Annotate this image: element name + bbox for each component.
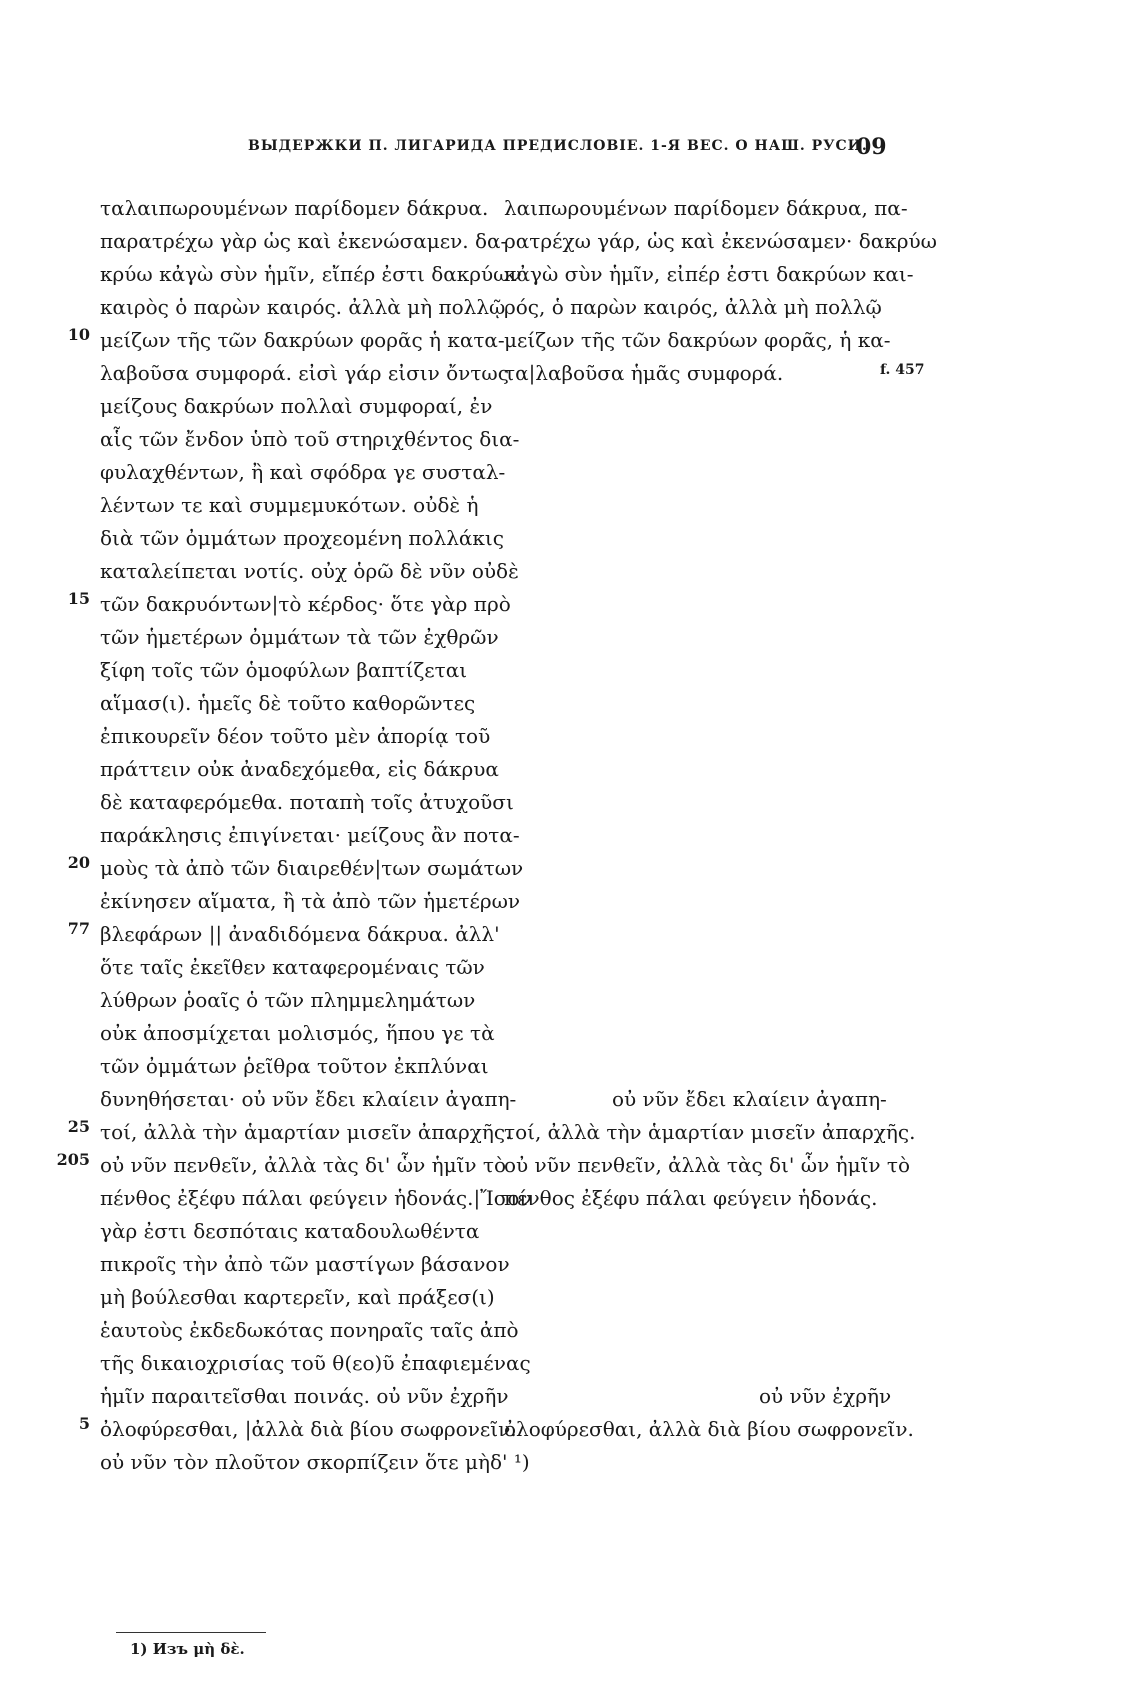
left-line: ταλαιπωρουμένων παρίδομεν δάκρυα. xyxy=(100,196,489,220)
left-line: καιρὸς ὁ παρὼν καιρός. ἀλλὰ μὴ πολλῷ xyxy=(100,295,506,319)
left-line: τῶν δακρυόντων|τὸ κέρδος· ὅτε γὰρ πρὸ xyxy=(100,592,511,616)
running-header: ВЫДЕРЖКИ П. ЛИГАРИДА ПРЕДИСЛОВІЕ. 1-Я ВЕС. О НАШ. РУСИ. xyxy=(248,138,868,154)
line-number: 25 xyxy=(67,1117,90,1136)
left-line: πικροῖς τὴν ἀπὸ τῶν μαστίγων βάσανον xyxy=(100,1252,510,1276)
left-line: οὐ νῦν πενθεῖν, ἀλλὰ τὰς δι' ὧν ἡμῖν τὸ xyxy=(100,1153,507,1177)
left-line: τῆς δικαιοχρισίας τοῦ θ(εο)ῦ ἐπαφιεμένας xyxy=(100,1351,531,1375)
right-line: ρατρέχω γάρ, ὡς καὶ ἐκενώσαμεν· δακρύω xyxy=(504,229,937,253)
right-line: τα|λαβοῦσα ἡμᾶς συμφορά. xyxy=(504,361,784,385)
left-line: οὐ νῦν τὸν πλοῦτον σκορπίζειν ὅτε μὴδ' ¹) xyxy=(100,1450,530,1474)
footnote: 1) Изъ μὴ δὲ. xyxy=(130,1640,245,1658)
page-number: 09 xyxy=(856,134,887,160)
left-line: δυνηθήσεται· οὐ νῦν ἔδει κλαίειν ἀγαπη- xyxy=(100,1087,517,1111)
right-line: τοί, ἀλλὰ τὴν ἁμαρτίαν μισεῖν ἀπαρχῆς. xyxy=(504,1120,916,1144)
left-line: ὀλοφύρεσθαι, |ἀλλὰ διὰ βίου σωφρονεῖν. xyxy=(100,1417,517,1441)
line-number: 205 xyxy=(56,1150,90,1169)
left-line: ἑαυτοὺς ἐκδεδωκότας πονηραῖς ταῖς ἀπὸ xyxy=(100,1318,519,1342)
left-line: λύθρων ῥοαῖς ὁ τῶν πλημμελημάτων xyxy=(100,988,476,1012)
left-line: πράττειν οὐκ ἀναδεχόμεθα, εἰς δάκρυα xyxy=(100,757,499,781)
left-line: παρατρέχω γὰρ ὡς καὶ ἐκενώσαμεν. δα- xyxy=(100,229,508,253)
left-line: φυλαχθέντων, ἢ καὶ σφόδρα γε συσταλ- xyxy=(100,460,506,484)
left-line: μείζων τῆς τῶν δακρύων φορᾶς ἡ κατα- xyxy=(100,328,505,352)
left-line: γὰρ ἐστι δεσπόταις καταδουλωθέντα xyxy=(100,1219,480,1243)
footnote-rule xyxy=(116,1632,266,1633)
right-line: οὐ νῦν ἐχρῆν xyxy=(759,1384,892,1408)
left-line: αἵμασ(ι). ἡμεῖς δὲ τοῦτο καθορῶντες xyxy=(100,691,476,715)
right-line: λαιπωρουμένων παρίδομεν δάκρυα, πα- xyxy=(504,196,908,220)
left-line: μοὺς τὰ ἀπὸ τῶν διαιρεθέν|των σωμάτων xyxy=(100,856,524,880)
left-line: μὴ βούλεσθαι καρτερεῖν, καὶ πράξεσ(ι) xyxy=(100,1285,495,1309)
left-line: κρύω κἀγὼ σὺν ἡμῖν, εἴπέρ ἐστι δακρύων xyxy=(100,262,522,286)
right-line: κἀγὼ σὺν ἡμῖν, εἰπέρ ἐστι δακρύων και- xyxy=(504,262,914,286)
left-line: τοί, ἀλλὰ τὴν ἁμαρτίαν μισεῖν ἀπαρχῆς. xyxy=(100,1120,512,1144)
right-line: ρός, ὁ παρὼν καιρός, ἀλλὰ μὴ πολλῷ xyxy=(504,295,882,319)
left-line: αἷς τῶν ἔνδον ὑπὸ τοῦ στηριχθέντος δια- xyxy=(100,427,520,451)
left-line: τῶν ὀμμάτων ῥεῖθρα τοῦτον ἐκπλύναι xyxy=(100,1054,489,1078)
left-line: ἐπικουρεῖν δέον τοῦτο μὲν ἀπορίᾳ τοῦ xyxy=(100,724,491,748)
right-line: μείζων τῆς τῶν δακρύων φορᾶς, ἡ κα- xyxy=(504,328,891,352)
right-line: οὐ νῦν ἔδει κλαίειν ἀγαπη- xyxy=(612,1087,887,1111)
left-line: οὐκ ἀποσμίχεται μολισμός, ἥπου γε τὰ xyxy=(100,1021,495,1045)
left-line: ξίφη τοῖς τῶν ὁμοφύλων βαπτίζεται xyxy=(100,658,468,682)
line-number: 5 xyxy=(78,1414,90,1433)
left-line: πένθος ἐξέφυ πάλαι φεύγειν ἡδονάς.|Ἴσον xyxy=(100,1186,532,1210)
left-line: διὰ τῶν ὀμμάτων προχεομένη πολλάκις xyxy=(100,526,504,550)
right-line: ὀλοφύρεσθαι, ἀλλὰ διὰ βίου σωφρονεῖν. xyxy=(504,1417,914,1441)
left-line: ὅτε ταῖς ἐκεῖθεν καταφερομέναις τῶν xyxy=(100,955,485,979)
line-number: 20 xyxy=(67,853,90,872)
left-line: τῶν ἡμετέρων ὀμμάτων τὰ τῶν ἐχθρῶν xyxy=(100,625,499,649)
left-line: λαβοῦσα συμφορά. εἰσὶ γάρ εἰσιν ὄντως xyxy=(100,361,509,385)
left-line: μείζους δακρύων πολλαὶ συμφοραί, ἐν xyxy=(100,394,493,418)
left-line: ἡμῖν παραιτεῖσθαι ποινάς. οὐ νῦν ἐχρῆν xyxy=(100,1384,509,1408)
line-number: 77 xyxy=(67,919,90,938)
left-line: καταλείπεται νοτίς. οὐχ ὁρῶ δὲ νῦν οὐδὲ xyxy=(100,559,519,583)
line-number: 10 xyxy=(67,325,90,344)
left-line: παράκλησις ἐπιγίνεται· μείζους ἂν ποτα- xyxy=(100,823,520,847)
left-line: δὲ καταφερόμεθα. ποταπὴ τοῖς ἀτυχοῦσι xyxy=(100,790,514,814)
right-line: οὐ νῦν πενθεῖν, ἀλλὰ τὰς δι' ὧν ἡμῖν τὸ xyxy=(504,1153,911,1177)
left-column xyxy=(100,192,532,1479)
left-line: ἐκίνησεν αἵματα, ἢ τὰ ἀπὸ τῶν ἡμετέρων xyxy=(100,889,521,913)
left-line: λέντων τε καὶ συμμεμυκότων. οὐδὲ ἡ xyxy=(100,493,479,517)
line-number: 15 xyxy=(67,589,90,608)
right-line: πένθος ἐξέφυ πάλαι φεύγειν ἡδονάς. xyxy=(504,1186,878,1210)
folio-marker: f. 457 xyxy=(880,362,925,378)
left-line: βλεφάρων || ἀναδιδόμενα δάκρυα. ἀλλ' xyxy=(100,922,500,946)
